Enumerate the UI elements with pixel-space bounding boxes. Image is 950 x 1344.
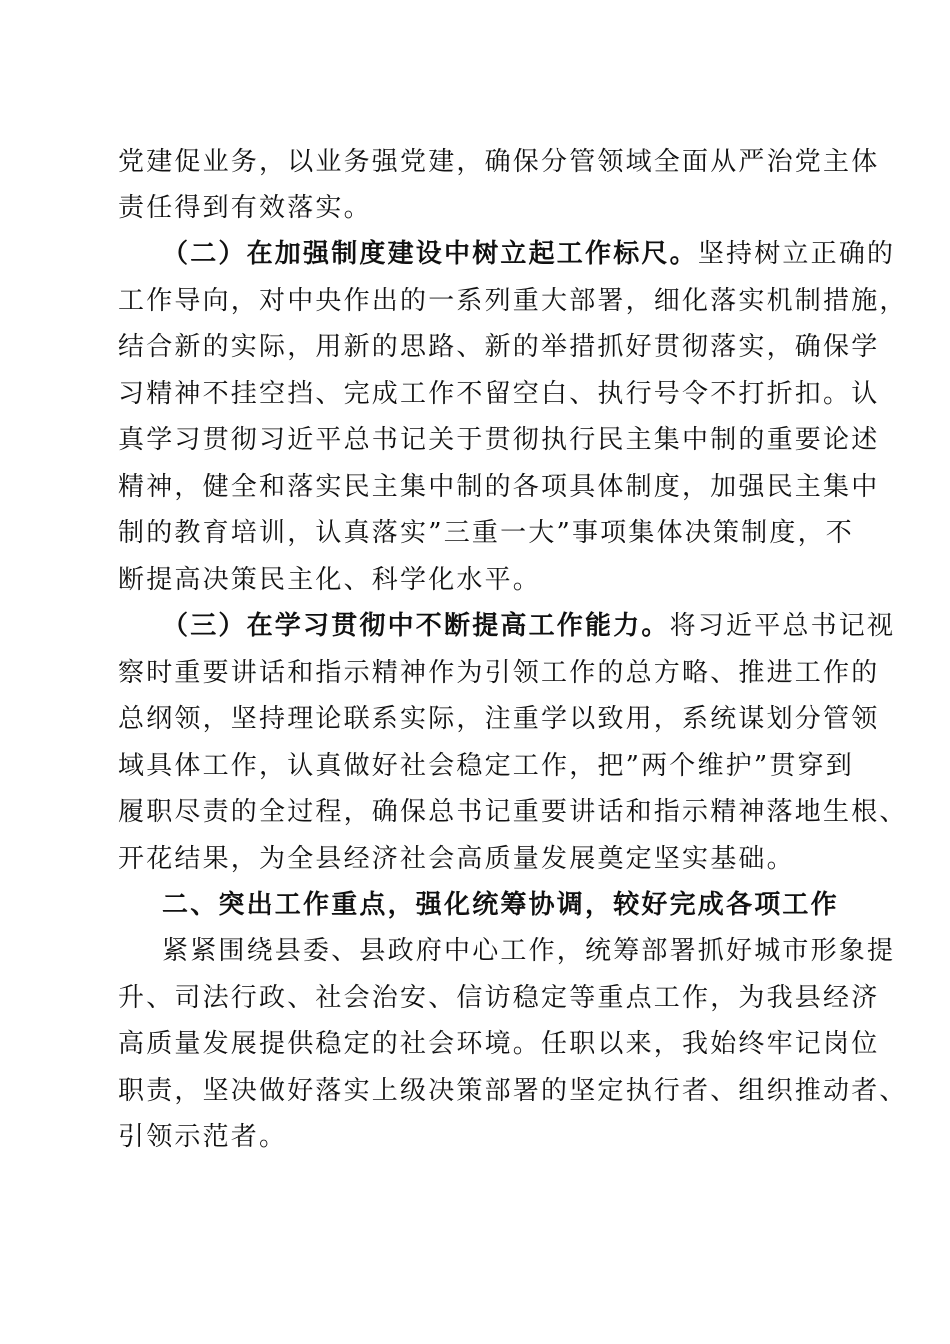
paragraph-line xyxy=(162,934,895,968)
line-text: 精神，健全和落实民主集中制的各项具体制度，加强民主集中 xyxy=(118,472,880,502)
line-text: 开花结果，为全县经济社会高质量发展奠定坚实基础。 xyxy=(118,844,795,874)
paragraph-line xyxy=(118,516,854,550)
paragraph-line xyxy=(118,284,908,318)
section-heading-line xyxy=(162,237,895,271)
section-heading-line xyxy=(162,609,895,643)
paragraph-line xyxy=(118,981,879,1015)
line-text: 升、司法行政、社会治安、信访稳定等重点工作，为我县经济 xyxy=(118,983,880,1013)
line-text: 紧紧围绕县委、县政府中心工作，统筹部署抓好城市形象提 xyxy=(162,936,896,966)
line-text: 高质量发展提供稳定的社会环境。任职以来，我始终牢记岗位 xyxy=(118,1029,880,1059)
line-text: 断提高决策民主化、科学化水平。 xyxy=(118,565,542,595)
paragraph-line xyxy=(118,749,854,783)
line-text: 习精神不挂空挡、完成工作不留空白、执行号令不打折扣。认 xyxy=(118,379,880,409)
paragraph-line xyxy=(118,795,908,829)
paragraph-line xyxy=(118,330,879,364)
paragraph-line xyxy=(118,656,879,690)
line-text: 制的教育培训，认真落实”三重一大”事项集体决策制度，不 xyxy=(118,518,854,548)
paragraph-line xyxy=(118,1120,287,1154)
paragraph-line xyxy=(118,702,879,736)
line-text: 责任得到有效落实。 xyxy=(118,193,372,223)
line-text: 总纲领，坚持理论联系实际，注重学以致用，系统谋划分管领 xyxy=(118,704,880,734)
section-heading-2: （二）在加强制度建设中树立起工作标尺。 xyxy=(162,239,698,269)
line-text: 引领示范者。 xyxy=(118,1122,288,1152)
paragraph-line xyxy=(118,470,879,504)
line-text: 履职尽责的全过程，确保总书记重要讲话和指示精神落地生根、 xyxy=(118,797,908,827)
line-text: 察时重要讲话和指示精神作为引领工作的总方略、推进工作的 xyxy=(118,658,880,688)
line-text: 坚持树立正确的 xyxy=(697,239,896,269)
paragraph-line xyxy=(118,842,795,876)
line-text: 党建促业务，以业务强党建，确保分管领域全面从严治党主体 xyxy=(118,147,880,177)
paragraph-line xyxy=(118,145,879,179)
line-text: 真学习贯彻习近平总书记关于贯彻执行民主集中制的重要论述 xyxy=(118,425,880,455)
paragraph-line xyxy=(118,1074,908,1108)
line-text: 结合新的实际，用新的思路、新的举措抓好贯彻落实，确保学 xyxy=(118,332,880,362)
line-text: 工作导向，对中央作出的一系列重大部署，细化落实机制措施， xyxy=(118,286,908,316)
paragraph-line xyxy=(118,1027,879,1061)
line-text: 域具体工作，认真做好社会稳定工作，把”两个维护”贯穿到 xyxy=(118,751,854,781)
line-text: 职责，坚决做好落实上级决策部署的坚定执行者、组织推动者、 xyxy=(118,1076,908,1106)
line-text: 将习近平总书记视 xyxy=(669,611,896,641)
paragraph-line xyxy=(118,423,879,457)
chapter-heading-2: 二、突出工作重点，强化统筹协调，较好完成各项工作 xyxy=(162,890,839,920)
chapter-heading-line xyxy=(162,888,839,922)
section-heading-3: （三）在学习贯彻中不断提高工作能力。 xyxy=(162,611,670,641)
paragraph-line xyxy=(118,563,541,597)
paragraph-line xyxy=(118,191,372,225)
paragraph-line xyxy=(118,377,879,411)
